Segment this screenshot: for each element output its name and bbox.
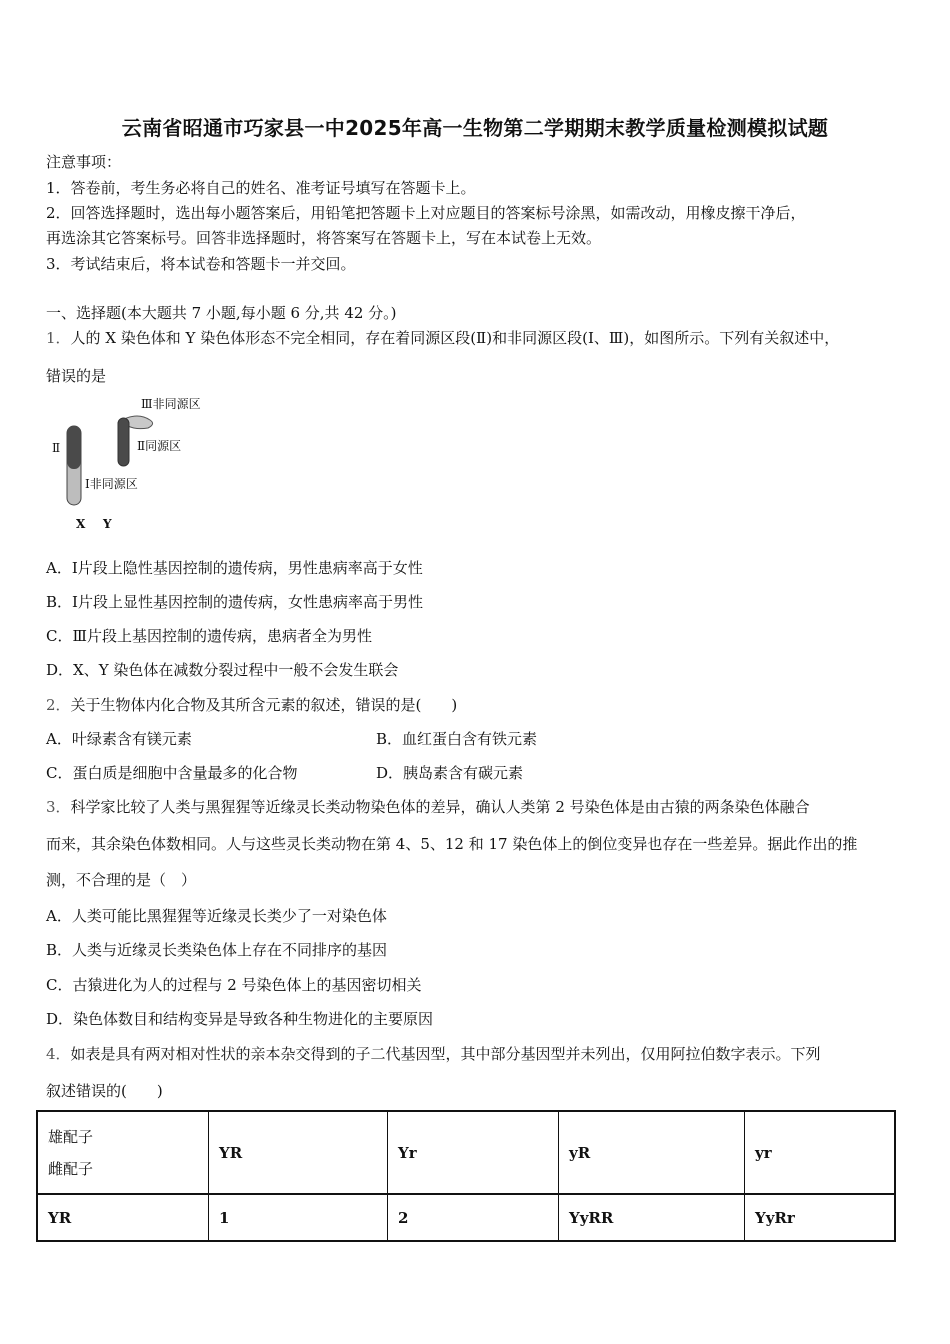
question-number: 2． [46,696,71,714]
question-text: 如表是具有两对相对性状的亲本杂交得到的子二代基因型，其中部分基因型并未列出，仅用阿拉伯数字表示。下列 [70,1045,821,1063]
figure-label-iii: Ⅲ非同源区 [141,397,201,411]
table-header-cell: yr [745,1111,896,1194]
genotype-table [36,1110,896,1242]
notice-heading: 注意事项： [46,153,122,171]
corner-male-gamete: 雄配子 [48,1127,94,1146]
table-header-cell: YR [209,1111,388,1194]
table-cell: 2 [388,1194,559,1241]
question-1-option-d: D．X、Y 染色体在减数分裂过程中一般不会发生联会 [46,661,399,679]
question-4-stem-cont: 叙述错误的( ) [46,1082,163,1100]
table-cell: YyRr [745,1194,896,1241]
table-row [37,1194,895,1241]
question-number: 1． [46,329,71,347]
question-number: 3． [46,798,71,816]
table-row-label: YR [37,1194,209,1241]
question-1-stem-cont: 错误的是 [46,367,107,385]
question-1-stem [46,327,839,348]
notice-item: 2．回答选择题时，选出每小题答案后，用铅笔把答题卡上对应题目的答案标号涂黑，如需改动，用橡皮擦干净后， [46,204,806,222]
question-3-option-c: C．古猿进化为人的过程与 2 号染色体上的基因密切相关 [46,976,422,994]
question-3-stem-cont: 而来，其余染色体数相同。人与这些灵长类动物在第 4、5、12 和 17 染色体上的倒位变异也存在一些差异。据此作出的推 [46,835,858,853]
question-3-option-b: B．人类与近缘灵长类染色体上存在不同排序的基因 [46,941,388,959]
notice-item: 再选涂其它答案标号。回答非选择题时，将答案写在答题卡上，写在本试卷上无效。 [46,229,602,247]
question-2-option-d: D．胰岛素含有碳元素 [376,764,524,782]
corner-female-gamete: 雌配子 [48,1159,94,1178]
question-1-option-a: A．Ⅰ片段上隐性基因控制的遗传病，男性患病率高于女性 [46,559,423,577]
figure-label-ii-right: Ⅱ同源区 [137,439,182,453]
question-2-option-b: B．血红蛋白含有铁元素 [376,730,538,748]
table-header-cell: yR [559,1111,745,1194]
question-1-option-b: B．Ⅰ片段上显性基因控制的遗传病，女性患病率高于男性 [46,593,423,611]
question-text: 科学家比较了人类与黑猩猩等近缘灵长类动物染色体的差异，确认人类第 2 号染色体是由古猿的两条染色体融合 [70,798,810,816]
x-chromosome-homologous-segment [68,426,81,469]
figure-label-i: Ⅰ非同源区 [85,477,138,491]
figure-label-ii-left: Ⅱ [52,441,61,455]
question-3-stem-cont: 测，不合理的是（ ） [46,871,197,889]
question-3-option-a: A．人类可能比黑猩猩等近缘灵长类少了一对染色体 [46,907,387,925]
question-2-option-c: C．蛋白质是细胞中含量最多的化合物 [46,764,298,782]
table-cell: 1 [209,1194,388,1241]
page-title: 云南省昭通市巧家县一中2025年高一生物第二学期期末教学质量检测模拟试题 [121,116,829,140]
question-2-stem [46,694,457,715]
question-number: 4． [46,1045,71,1063]
table-header-cell: Yr [388,1111,559,1194]
table-header-row [37,1111,895,1194]
chromosome-diagram [40,390,240,538]
question-4-stem [46,1043,821,1064]
question-2-option-a: A．叶绿素含有镁元素 [46,730,192,748]
section-header: 一、选择题(本大题共 7 小题,每小题 6 分,共 42 分。) [46,304,397,322]
table-corner-cell [37,1111,209,1194]
question-text: 关于生物体内化合物及其所含元素的叙述，错误的是( ) [70,696,458,714]
figure-label-y: Y [103,517,112,531]
y-chromosome [118,418,129,466]
notice-item: 1．答卷前，考生务必将自己的姓名、准考证号填写在答题卡上。 [46,179,476,197]
question-1-option-c: C．Ⅲ片段上基因控制的遗传病，患病者全为男性 [46,627,372,645]
question-text: 人的 X 染色体和 Y 染色体形态不完全相同，存在着同源区段(Ⅱ)和非同源区段(Ⅰ、Ⅲ)，如图所示。下列有关叙述中， [70,329,840,347]
table-cell: YyRR [559,1194,745,1241]
question-3-option-d: D．染色体数目和结构变异是导致各种生物进化的主要原因 [46,1010,434,1028]
xy-chromosome-figure [40,390,240,538]
figure-label-x: X [76,517,86,531]
question-3-stem [46,796,810,817]
notice-item: 3．考试结束后，将本试卷和答题卡一并交回。 [46,255,356,273]
